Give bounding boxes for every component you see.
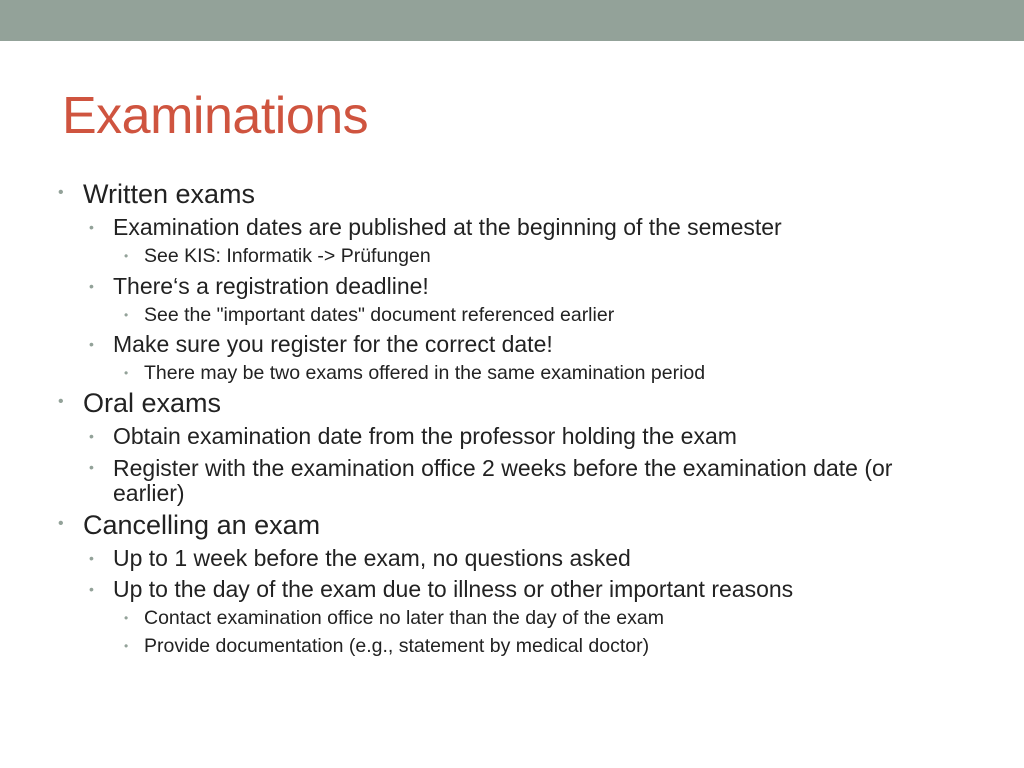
bullet-text: Up to 1 week before the exam, no questions asked [113,545,631,572]
bullet-subitem [58,303,958,326]
bullet-dot-icon: • [124,638,129,653]
bullet-text: There‘s a registration deadline! [113,272,429,299]
bullet-text: Written exams [83,179,256,209]
bullet-item [58,216,958,239]
bullet-written-exams [58,181,958,208]
bullet-dot-icon: • [124,611,129,626]
bullet-list [58,181,958,656]
slide-title: Examinations [62,87,369,145]
bullet-item [58,272,958,299]
bullet-cancelling-an-exam [58,512,958,539]
bullet-text: Up to the day of the exam due to illness or other important reasons [113,576,794,603]
bullet-dot-icon: • [58,184,64,201]
bullet-text: Cancelling an exam [83,510,321,541]
top-accent-band [0,0,1024,41]
bullet-text: Contact examination office no later than the day of the exam [144,607,664,630]
bullet-text: See KIS: Informatik -> Prüfungen [144,245,431,267]
bullet-subitem [58,609,958,629]
bullet-item [58,333,958,356]
bullet-text: Examination dates are published at the beginning of the semester [113,214,782,240]
bullet-dot-icon: • [124,307,129,322]
bullet-dot-icon: • [124,249,129,263]
bullet-dot-icon: • [124,366,129,380]
bullet-item [58,547,958,570]
bullet-dot-icon: • [89,458,94,475]
bullet-text: Register with the examination office 2 weeks before the examination date (or earlier) [113,454,893,506]
bullet-dot-icon: • [89,427,94,444]
bullet-dot-icon: • [58,392,64,410]
bullet-subitem [58,364,958,384]
bullet-text: Make sure you register for the correct date! [113,331,553,357]
bullet-dot-icon: • [89,277,94,294]
bullet-text: See the "important dates" document referenced earlier [144,303,615,326]
bullet-text: Obtain examination date from the professor holding the exam [113,422,737,449]
bullet-dot-icon: • [89,550,94,567]
bullet-text: There may be two exams offered in the same examination period [144,362,706,384]
bullet-dot-icon: • [89,581,94,598]
bullet-dot-icon: • [58,515,64,533]
bullet-oral-exams [58,387,958,418]
bullet-text: Oral exams [83,387,222,418]
bullet-text: Provide documentation (e.g., statement by medical doctor) [144,634,650,657]
bullet-subitem [58,634,958,657]
bullet-item [58,456,958,507]
bullet-item [58,422,958,449]
bullet-dot-icon: • [89,336,94,352]
bullet-dot-icon: • [89,219,94,235]
bullet-subitem [58,247,958,267]
bullet-item [58,578,958,601]
